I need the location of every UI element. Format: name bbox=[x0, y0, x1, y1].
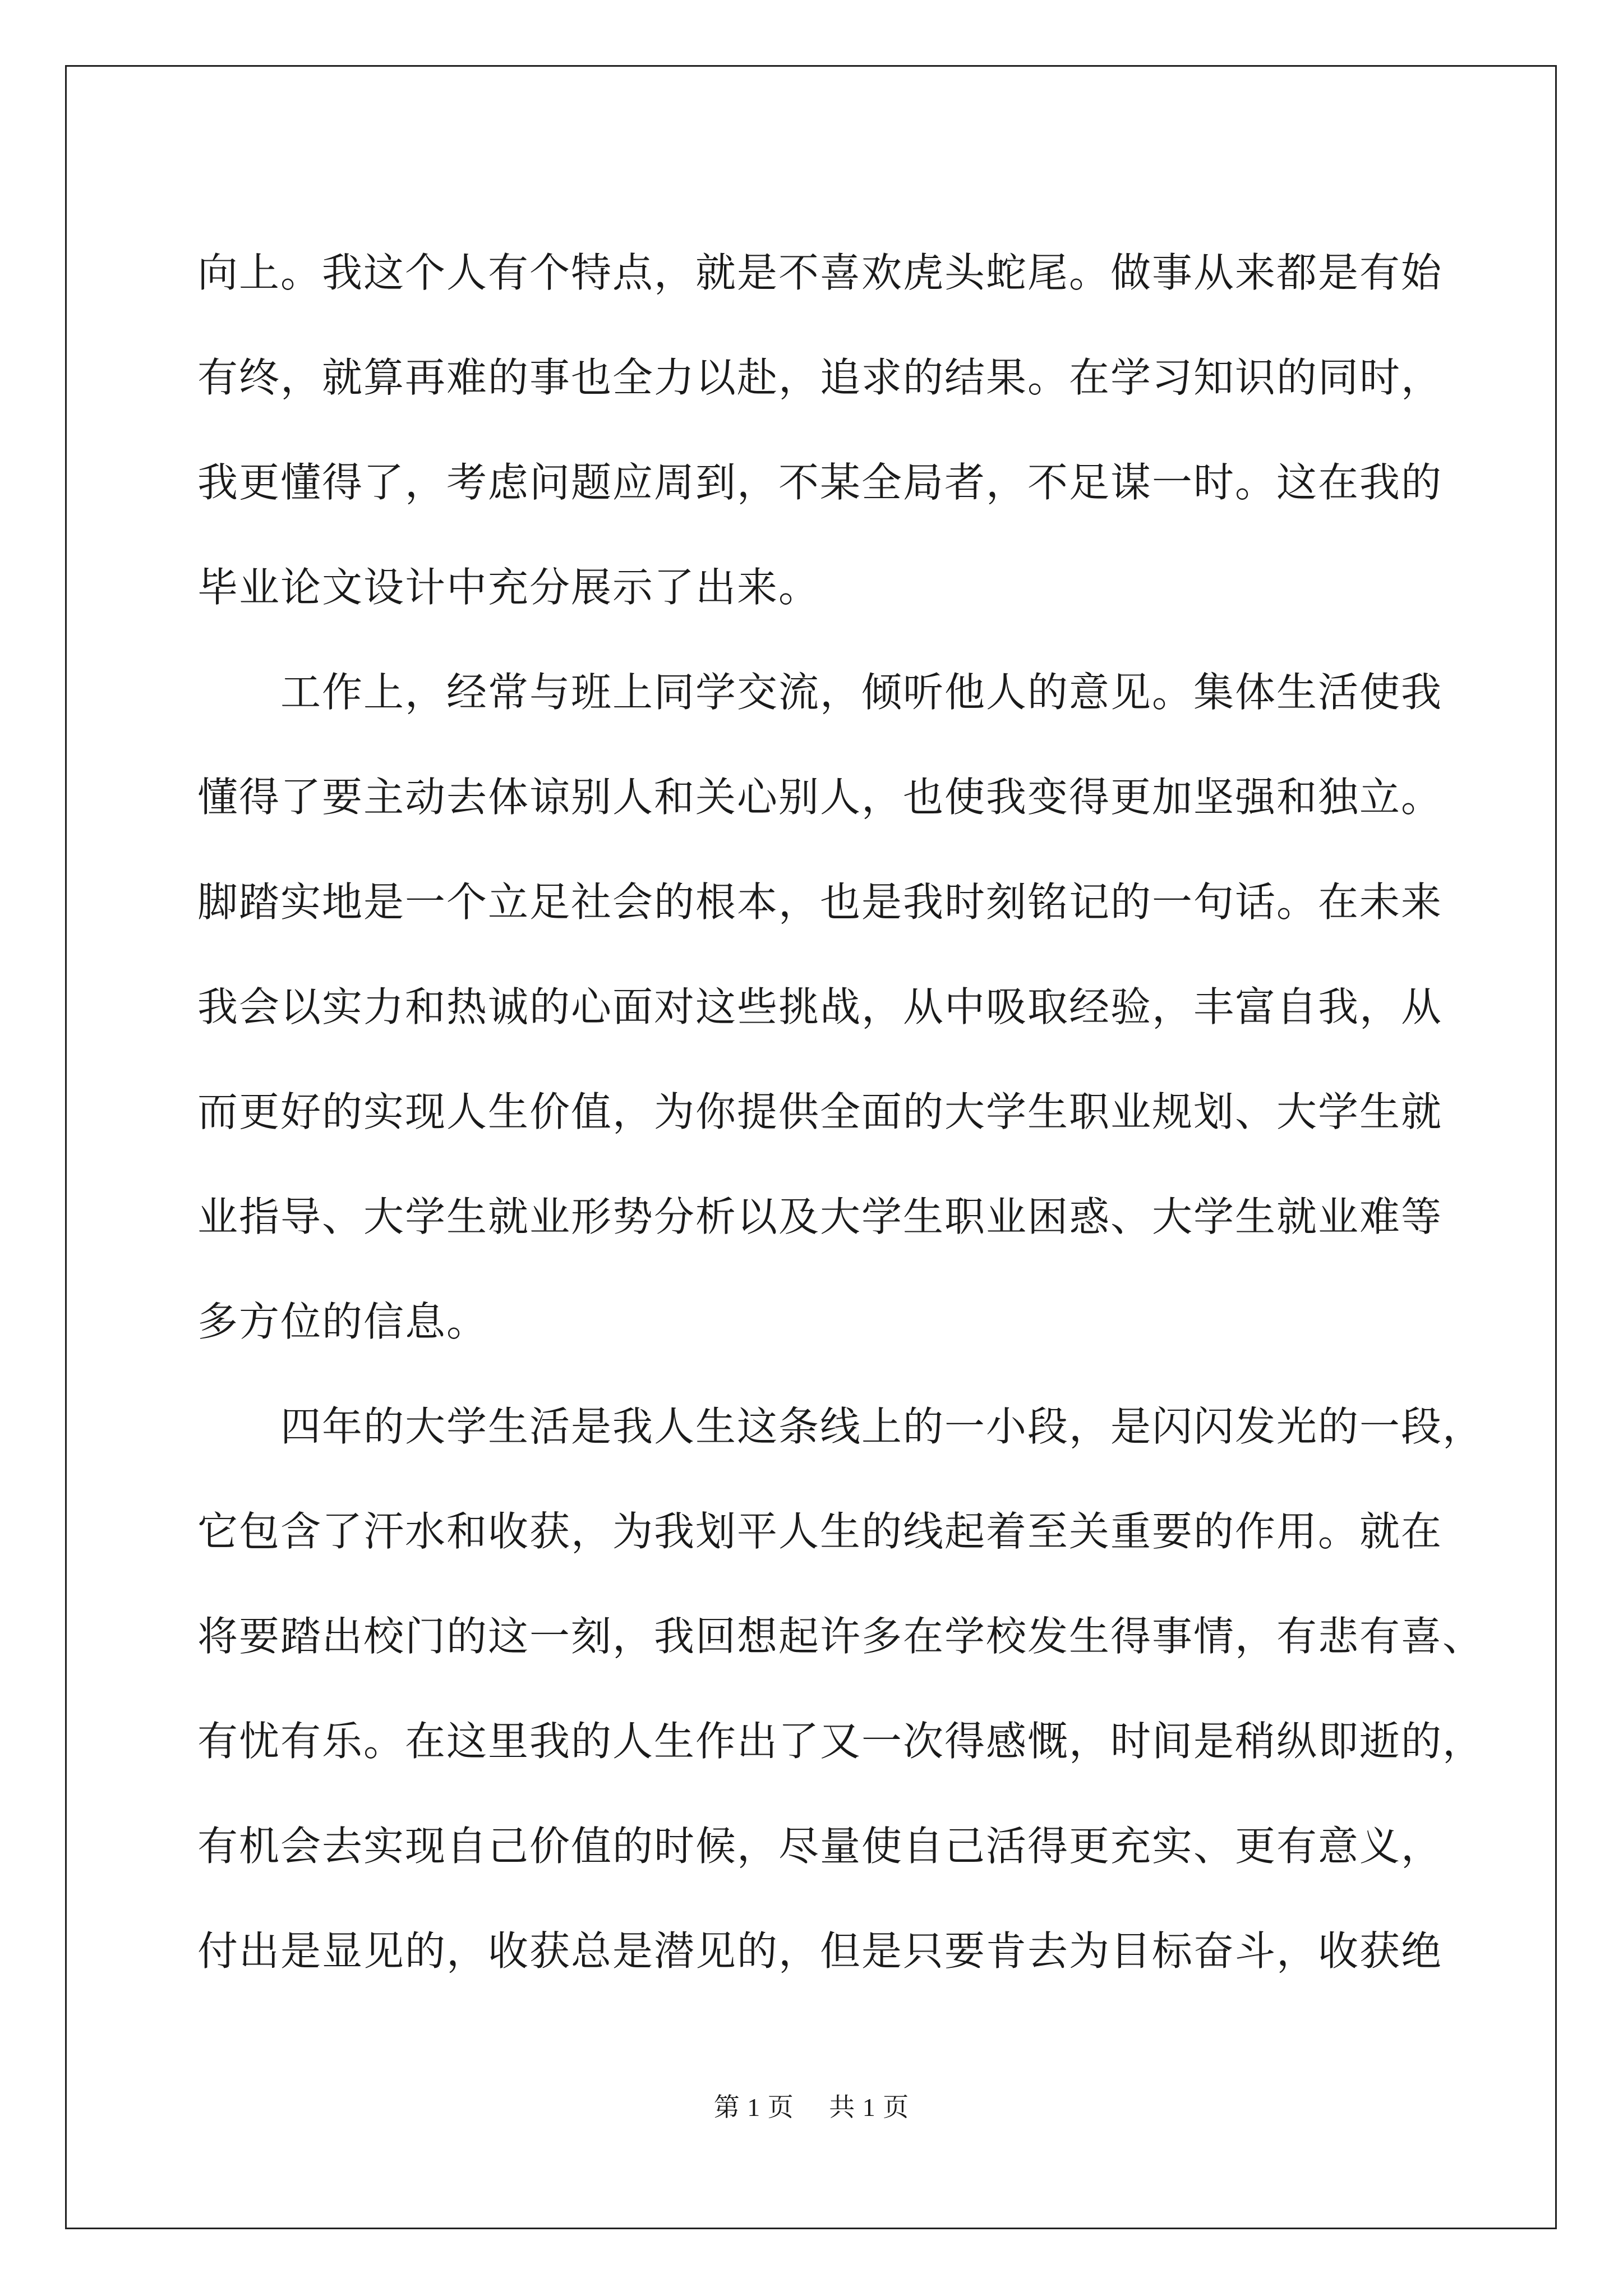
text-line: 我会以实力和热诚的心面对这些挑战，从中吸取经验，丰富自我，从 bbox=[197, 983, 1443, 1030]
text-line: 我更懂得了，考虑问题应周到，不某全局者，不足谋一时。这在我的 bbox=[197, 459, 1443, 506]
text-line: 毕业论文设计中充分展示了出来。 bbox=[197, 564, 820, 611]
text-line: 脚踏实地是一个立足社会的根本，也是我时刻铭记的一句话。在未来 bbox=[197, 878, 1443, 926]
text-line: 懂得了要主动去体谅别人和关心别人，也使我变得更加坚强和独立。 bbox=[197, 774, 1443, 821]
text-line: 有终，就算再难的事也全力以赴，追求的结果。在学习知识的同时， bbox=[197, 354, 1443, 401]
text-line: 工作上，经常与班上同学交流，倾听他人的意见。集体生活使我 bbox=[197, 669, 1443, 716]
page-footer bbox=[0, 2087, 1623, 2124]
page-number: 第 1 页 bbox=[713, 2093, 794, 2122]
text-line: 它包含了汗水和收获，为我划平人生的线起着至关重要的作用。就在 bbox=[197, 1508, 1443, 1555]
text-line: 有忧有乐。在这里我的人生作出了又一次得感慨，时间是稍纵即逝的， bbox=[197, 1718, 1484, 1765]
text-line: 将要踏出校门的这一刻，我回想起许多在学校发生得事情，有悲有喜、 bbox=[197, 1613, 1484, 1660]
text-line: 多方位的信息。 bbox=[197, 1298, 488, 1345]
page-total: 共 1 页 bbox=[829, 2093, 910, 2122]
text-line: 向上。我这个人有个特点，就是不喜欢虎头蛇尾。做事从来都是有始 bbox=[197, 249, 1443, 296]
text-line: 付出是显见的，收获总是潜见的，但是只要肯去为目标奋斗，收获绝 bbox=[197, 1927, 1443, 1975]
text-line: 四年的大学生活是我人生这条线上的一小段，是闪闪发光的一段， bbox=[197, 1403, 1484, 1450]
document-body bbox=[197, 220, 1484, 2004]
text-line: 业指导、大学生就业形势分析以及大学生职业困惑、大学生就业难等 bbox=[197, 1193, 1443, 1240]
text-line: 而更好的实现人生价值，为你提供全面的大学生职业规划、大学生就 bbox=[197, 1088, 1443, 1135]
text-line: 有机会去实现自己价值的时候，尽量使自己活得更充实、更有意义， bbox=[197, 1823, 1443, 1870]
